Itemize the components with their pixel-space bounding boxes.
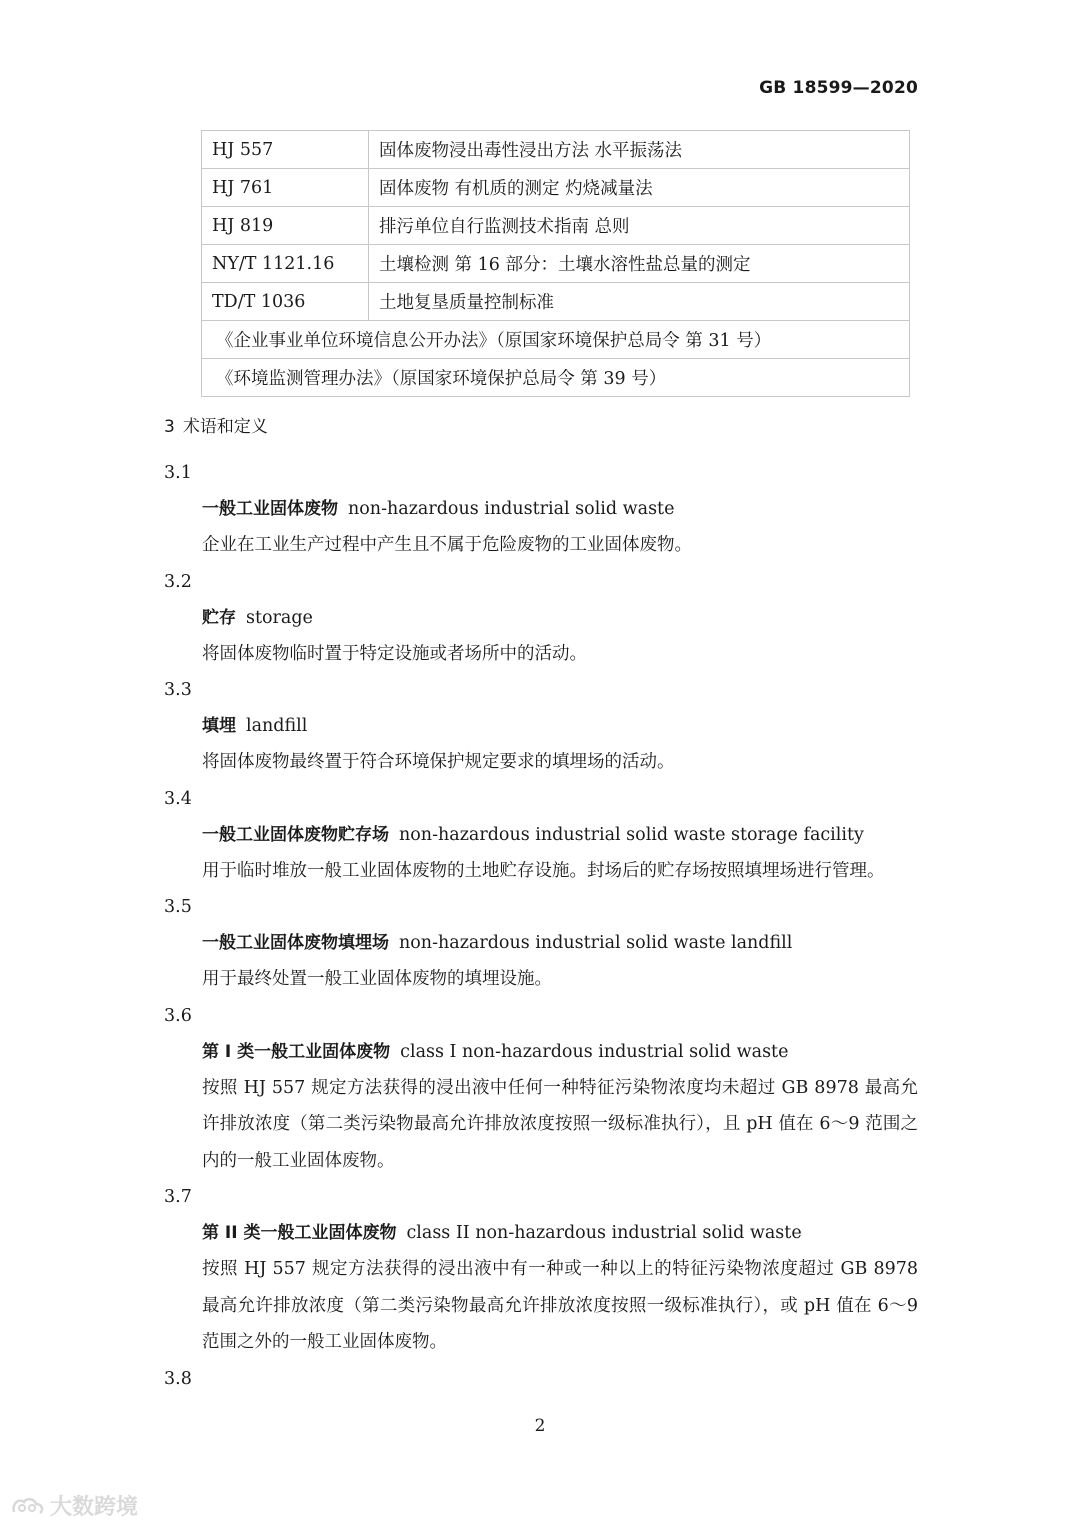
term-number: 3.4 <box>164 788 192 809</box>
term-number: 3.8 <box>164 1368 192 1389</box>
ref-title: 固体废物浸出毒性浸出方法 水平振荡法 <box>369 131 910 169</box>
section-number: 3 <box>164 417 175 437</box>
term-name <box>202 491 1080 527</box>
section-heading <box>164 412 268 437</box>
ref-code: HJ 819 <box>202 207 369 245</box>
term-definition-text: 按照 HJ 557 规定方法获得的浸出液中有一种或一种以上的特征污染物浓度超过 GB 8978 最高允许排放浓度（第二类污染物最高允许排放浓度按照一级标准执行），或 pH 值在 6～9 范围之外的一般工业固体废物。 <box>202 1259 918 1352</box>
ref-code: HJ 557 <box>202 131 369 169</box>
term-number: 3.7 <box>164 1187 192 1207</box>
document-code: GB 18599—2020 <box>759 78 918 98</box>
term-entry <box>0 455 1080 564</box>
term-zh: 第 II 类一般工业固体废物 <box>202 1223 397 1243</box>
term-zh: 贮存 <box>202 607 236 628</box>
term-zh: 一般工业固体废物 <box>202 499 338 519</box>
term-entry <box>0 781 1080 890</box>
term-definition: 企业在工业生产过程中产生且不属于危险废物的工业固体废物。 <box>202 535 692 555</box>
term-name <box>202 817 1080 853</box>
watermark-logo-icon <box>10 1494 46 1518</box>
ref-regulation: 《环境监测管理办法》（原国家环境保护总局令 第 39 号） <box>202 359 910 397</box>
term-number: 3.2 <box>164 571 192 592</box>
watermark <box>10 1490 138 1521</box>
ref-title: 固体废物 有机质的测定 灼烧减量法 <box>369 169 910 207</box>
term-en: non-hazardous industrial solid waste <box>348 499 675 519</box>
term-entry <box>0 998 1080 1180</box>
normative-references-table <box>201 130 910 397</box>
ref-regulation: 《企业事业单位环境信息公开办法》（原国家环境保护总局令 第 31 号） <box>202 321 910 359</box>
term-name <box>202 600 1080 636</box>
ref-title: 土地复垦质量控制标准 <box>369 283 910 321</box>
term-en: storage <box>246 607 313 628</box>
term-name <box>202 708 1080 744</box>
page-number: 2 <box>534 1416 546 1436</box>
term-definition: 将固体废物最终置于符合环境保护规定要求的填埋场的活动。 <box>202 752 675 772</box>
term-definition: 将固体废物临时置于特定设施或者场所中的活动。 <box>202 643 587 664</box>
term-en: class I non-hazardous industrial solid waste <box>400 1041 789 1062</box>
term-entry <box>0 672 1080 781</box>
table-row <box>202 283 910 321</box>
term-entry <box>0 564 1080 673</box>
term-en: class II non-hazardous industrial solid waste <box>406 1223 802 1243</box>
table-row <box>202 245 910 283</box>
term-entry <box>0 1361 1080 1397</box>
term-zh: 一般工业固体废物贮存场 <box>202 824 389 845</box>
term-number: 3.3 <box>164 680 192 700</box>
term-en: non-hazardous industrial solid waste landfill <box>399 933 793 953</box>
term-definition <box>164 1070 918 1180</box>
term-number: 3.1 <box>164 463 192 483</box>
term-en: non-hazardous industrial solid waste storage facility <box>399 824 864 845</box>
table-row-full <box>202 359 910 397</box>
term-entry <box>0 1179 1080 1361</box>
term-zh: 填埋 <box>202 716 236 736</box>
term-zh: 一般工业固体废物填埋场 <box>202 933 389 953</box>
ref-title: 土壤检测 第 16 部分：土壤水溶性盐总量的测定 <box>369 245 910 283</box>
ref-code: HJ 761 <box>202 169 369 207</box>
section-title: 术语和定义 <box>182 417 268 437</box>
ref-title: 排污单位自行监测技术指南 总则 <box>369 207 910 245</box>
term-name <box>202 1034 1080 1070</box>
term-definition: 用于最终处置一般工业固体废物的填埋设施。 <box>202 969 552 989</box>
table-row <box>202 169 910 207</box>
term-definition: 用于临时堆放一般工业固体废物的土地贮存设施。封场后的贮存场按照填埋场进行管理。 <box>202 860 885 881</box>
terms-list <box>0 455 1080 1397</box>
term-definition-text: 按照 HJ 557 规定方法获得的浸出液中任何一种特征污染物浓度均未超过 GB 8978 最高允许排放浓度（第二类污染物最高允许排放浓度按照一级标准执行），且 pH 值在 6～9 范围之内的一般工业固体废物。 <box>202 1077 918 1171</box>
ref-code: NY/T 1121.16 <box>202 245 369 283</box>
term-name <box>202 1215 1080 1251</box>
watermark-text: 大数跨境 <box>50 1495 139 1520</box>
term-number: 3.5 <box>164 897 192 917</box>
term-en: landfill <box>246 716 308 736</box>
term-name <box>202 925 1080 961</box>
table-row <box>202 131 910 169</box>
term-entry <box>0 889 1080 998</box>
table-row-full <box>202 321 910 359</box>
term-definition <box>164 1251 918 1361</box>
table-row <box>202 207 910 245</box>
term-zh: 第 I 类一般工业固体废物 <box>202 1041 391 1062</box>
ref-code: TD/T 1036 <box>202 283 369 321</box>
term-number: 3.6 <box>164 1005 192 1026</box>
